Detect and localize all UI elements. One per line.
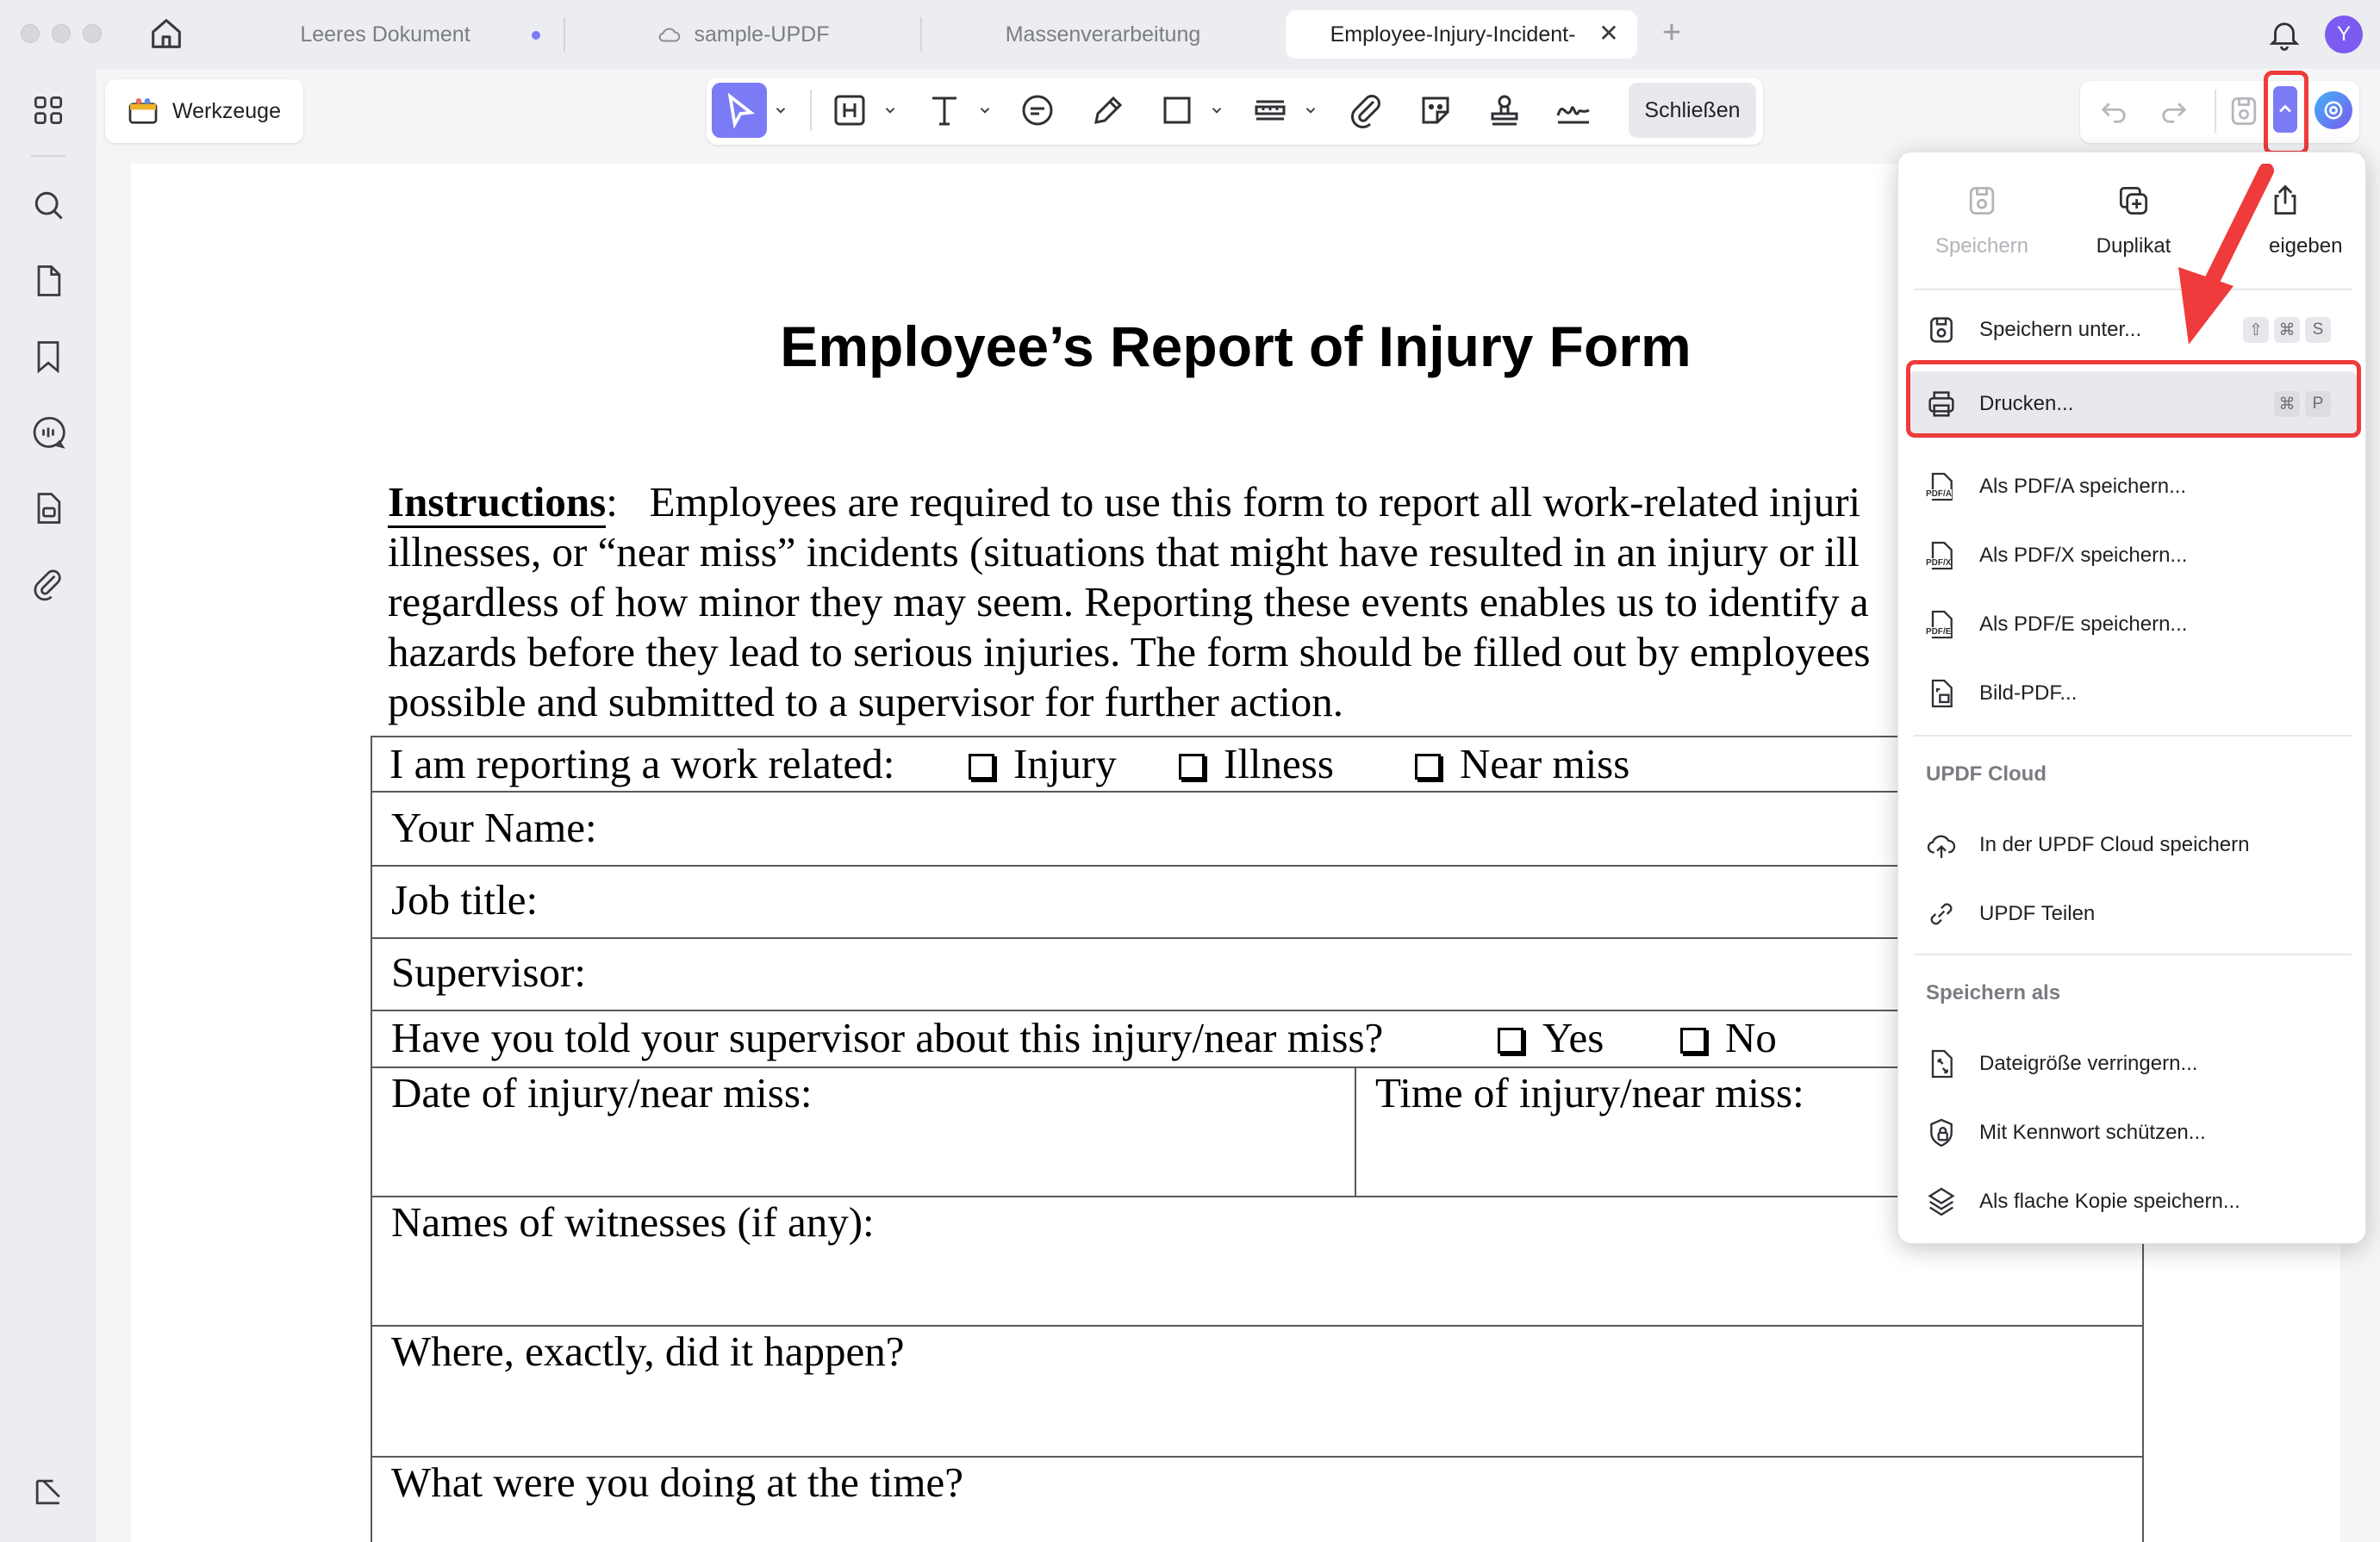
instructions-label: Instructions (388, 478, 606, 528)
chevron-down-icon[interactable] (1209, 103, 1224, 118)
shortcut-p: P (2305, 391, 2331, 417)
tab-sample-updf[interactable] (583, 10, 901, 59)
menu-save-pdfx[interactable] (1898, 521, 2367, 590)
comments-icon[interactable] (29, 413, 67, 451)
checkbox-square (1680, 1028, 1706, 1054)
save-as-icon (1924, 313, 1959, 347)
menu-save-as[interactable] (1898, 295, 2367, 364)
thumbnails-grid-icon[interactable] (29, 91, 67, 129)
menu-save-label: Speichern (1935, 234, 2029, 258)
window-close-button[interactable] (21, 24, 40, 43)
instructions-line-4: hazards before they lead to serious injuries. The form should be filled out by employees (388, 628, 1871, 675)
layers-icon[interactable] (29, 1473, 67, 1511)
instructions-line-1 (388, 477, 1860, 527)
tab-label: Leeres Dokument (300, 22, 470, 47)
instructions-line-5: possible and submitted to a supervisor for further action. (388, 678, 1344, 725)
duplicate-icon (2115, 182, 2153, 220)
chevron-down-icon[interactable] (1303, 103, 1318, 118)
tab-massenverarbeitung[interactable] (939, 10, 1267, 59)
form-fields-icon[interactable] (29, 489, 67, 527)
undo-icon[interactable] (2096, 93, 2132, 129)
menu-cloud-share-label: UPDF Teilen (1979, 902, 2096, 925)
cloud-upload-icon (1924, 828, 1959, 862)
menu-section-cloud: UPDF Cloud (1926, 762, 2047, 786)
pdfx-badge: PDF/X (1926, 558, 1952, 568)
flatten-layers-icon (1924, 1184, 1959, 1219)
checkbox-injury[interactable] (969, 739, 1117, 788)
sticker-tool-icon[interactable] (1415, 90, 1456, 131)
window-zoom-button[interactable] (83, 24, 102, 43)
compress-icon (1924, 1047, 1959, 1081)
menu-cloud-save-label: In der UPDF Cloud speichern (1979, 833, 2250, 856)
menu-password[interactable] (1898, 1098, 2367, 1167)
comment-tool-icon[interactable] (1017, 90, 1058, 131)
row-reporting (389, 739, 894, 788)
cloud-icon (655, 22, 684, 47)
option-label: Yes (1542, 1014, 1604, 1061)
save-icon (1963, 182, 2001, 220)
pdfx-file-icon (1924, 538, 1959, 573)
menu-flatten-label: Als flache Kopie speichern... (1979, 1190, 2240, 1213)
menu-cloud-save[interactable] (1898, 811, 2367, 880)
checkbox-near-miss[interactable] (1415, 739, 1629, 788)
close-tab-icon[interactable]: ✕ (1598, 20, 1619, 47)
left-sidebar (0, 69, 97, 1542)
menu-section-save-as: Speichern als (1926, 981, 2061, 1004)
paperclip-tool-icon[interactable] (1346, 90, 1387, 131)
tab-label: sample-UPDF (694, 22, 830, 47)
checkbox-yes[interactable] (1498, 1013, 1604, 1062)
window-minimize-button[interactable] (52, 24, 71, 43)
text-tool-icon[interactable] (924, 90, 965, 131)
menu-save-pdfa[interactable] (1898, 452, 2367, 521)
shortcut-s: S (2305, 317, 2331, 343)
tab-label: Massenverarbeitung (1005, 22, 1201, 47)
menu-flatten[interactable] (1898, 1167, 2367, 1236)
select-tool-button[interactable] (712, 83, 767, 138)
ai-assistant-icon[interactable] (2315, 91, 2352, 129)
menu-pdfa-label: Als PDF/A speichern... (1979, 475, 2187, 498)
menu-print-label: Drucken... (1979, 392, 2074, 415)
unsaved-dot (532, 31, 540, 40)
pencil-tool-icon[interactable] (1087, 90, 1129, 131)
tab-label: Employee-Injury-Incident- (1330, 22, 1576, 47)
row-reporting-label: I am reporting a work related: (389, 740, 895, 787)
menu-save-button[interactable] (1917, 182, 2047, 285)
chevron-down-icon[interactable] (977, 103, 993, 118)
link-icon (1924, 897, 1959, 931)
checkbox-square (1498, 1028, 1523, 1054)
row-doing[interactable]: What were you doing at the time? (391, 1458, 963, 1506)
row-job-title[interactable]: Job title: (391, 876, 539, 923)
instructions-text: Employees are required to use this form to report all work-related injuri (649, 478, 1861, 525)
menu-share-label: eigeben (2269, 234, 2343, 258)
menu-reduce-size[interactable] (1898, 1029, 2367, 1098)
shortcut-cmd: ⌘ (2274, 317, 2300, 343)
row-told-supervisor: Have you told your supervisor about this injury/near miss? (391, 1014, 1384, 1061)
menu-pdfx-label: Als PDF/X speichern... (1979, 544, 2188, 567)
checkbox-square (1415, 754, 1441, 780)
row-time[interactable]: Time of injury/near miss: (1375, 1069, 1804, 1116)
menu-duplicate-label: Duplikat (2096, 234, 2171, 258)
annotation-arrow-icon (2171, 164, 2283, 353)
search-icon[interactable] (29, 186, 67, 224)
checkbox-no[interactable] (1680, 1013, 1777, 1062)
menu-password-label: Mit Kennwort schützen... (1979, 1121, 2206, 1144)
tab-employee-injury[interactable] (1286, 10, 1637, 59)
bookmark-icon[interactable] (29, 338, 67, 376)
shield-lock-icon (1924, 1116, 1959, 1150)
menu-cloud-share[interactable] (1898, 880, 2367, 948)
menu-save-pdfe[interactable] (1898, 590, 2367, 659)
document-title: Employee’s Report of Injury Form (780, 314, 1692, 378)
row-date[interactable]: Date of injury/near miss: (391, 1069, 813, 1116)
signature-tool-icon[interactable] (1553, 90, 1594, 131)
save-icon[interactable] (2225, 91, 2263, 131)
stamp-tool-icon[interactable] (1484, 90, 1525, 131)
tab-bar (0, 0, 2380, 69)
instructions-colon: : (606, 478, 618, 525)
new-tab-icon[interactable]: + (1661, 15, 1682, 51)
pdfa-file-icon (1924, 469, 1959, 504)
redo-icon[interactable] (2156, 93, 2192, 129)
pdfe-badge: PDF/E (1926, 627, 1952, 637)
menu-pdfe-label: Als PDF/E speichern... (1979, 612, 2188, 636)
option-label: Illness (1224, 740, 1334, 787)
row-witnesses[interactable]: Names of witnesses (if any): (391, 1198, 875, 1246)
annotation-highlight-box (2264, 71, 2308, 155)
chevron-down-icon[interactable] (882, 103, 898, 118)
menu-save-as-label: Speichern unter... (1979, 318, 2142, 341)
menu-image-pdf-label: Bild-PDF... (1979, 681, 2078, 705)
row-supervisor[interactable]: Supervisor: (391, 948, 586, 996)
row-name[interactable]: Your Name: (391, 804, 597, 851)
close-toolbar-button[interactable]: Schließen (1629, 83, 1756, 138)
option-label: Near miss (1460, 740, 1630, 787)
pdfa-badge: PDF/A (1926, 489, 1952, 499)
attachment-icon[interactable] (29, 565, 67, 603)
toolbox-icon (126, 94, 160, 128)
option-label: No (1725, 1014, 1777, 1061)
save-menu (1897, 152, 2366, 1244)
row-where[interactable]: Where, exactly, did it happen? (391, 1327, 905, 1375)
tools-label: Werkzeuge (172, 98, 281, 123)
highlight-tool-icon[interactable] (829, 90, 870, 131)
shortcut-shift: ⇧ (2243, 317, 2269, 343)
bell-icon[interactable] (2266, 16, 2302, 53)
checkbox-illness[interactable] (1179, 739, 1334, 788)
measure-tool-icon[interactable] (1249, 90, 1291, 131)
shape-tool-icon[interactable] (1156, 90, 1198, 131)
option-label: Injury (1013, 740, 1117, 787)
pdfe-file-icon (1924, 607, 1959, 642)
checkbox-square (1179, 754, 1205, 780)
home-icon[interactable] (146, 14, 186, 53)
instructions-line-2: illnesses, or “near miss” incidents (situations that might have resulted in an injury or ill (388, 528, 1860, 575)
cursor-icon (712, 83, 767, 138)
tools-button[interactable] (105, 79, 303, 143)
pages-icon[interactable] (29, 262, 67, 300)
menu-image-pdf[interactable] (1898, 659, 2367, 728)
instructions-line-3: regardless of how minor they may seem. Reporting these events enables us to identify a (388, 578, 1869, 625)
menu-reduce-size-label: Dateigröße verringern... (1979, 1052, 2198, 1075)
annotation-print-box (1906, 360, 2361, 438)
tab-leeres-dokument[interactable] (226, 10, 545, 59)
image-pdf-icon (1924, 676, 1959, 711)
avatar[interactable]: Y (2325, 16, 2363, 53)
chevron-down-icon[interactable] (773, 103, 788, 118)
shortcut-cmd: ⌘ (2274, 391, 2300, 417)
checkbox-square (969, 754, 994, 780)
